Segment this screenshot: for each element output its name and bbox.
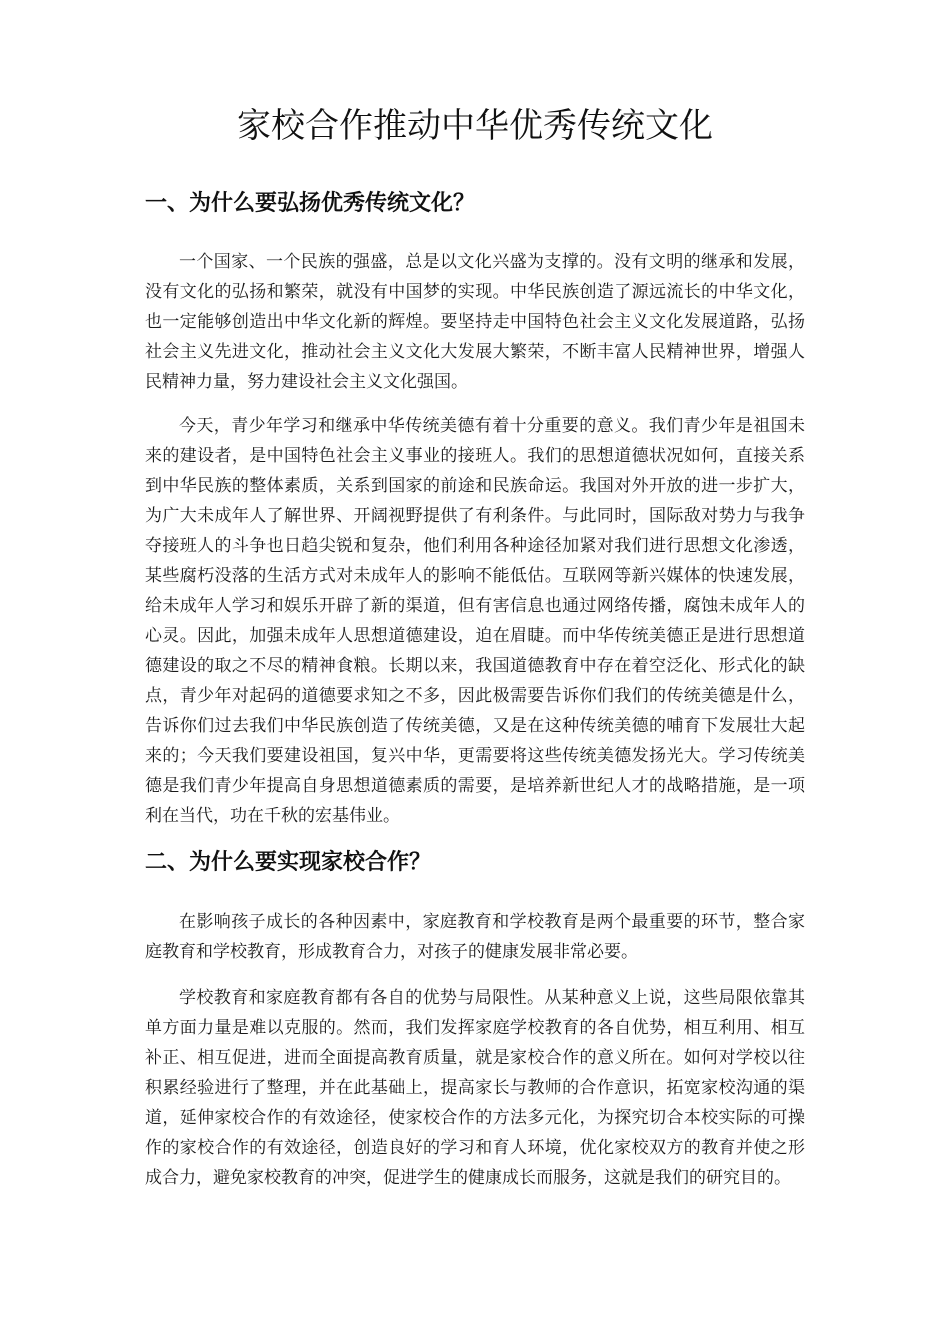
section-2-paragraph-2: 学校教育和家庭教育都有各自的优势与局限性。从某种意义上说，这些局限依靠其单方面力量是难以克服的。然而，我们发挥家庭学校教育的各自优势，相互利用、相互补正、相互促进，进而全面提高教育质量，就是家校合作的意义所在。如何对学校以往积累经验进行了整理，并在此基础上，提高家长与教师的合作意识，拓宽家校沟通的渠道，延伸家校合作的有效途径，使家校合作的方法多元化，为探究切合本校实际的可操作的家校合作的有效途径，创造良好的学习和育人环境，优化家校双方的教育并使之形成合力，避免家校教育的冲突，促进学生的健康成长而服务，这就是我们的研究目的。 [145, 988, 805, 1188]
document-title: 家校合作推动中华优秀传统文化 [237, 106, 713, 146]
section-1-paragraph-2: 今天，青少年学习和继承中华传统美德有着十分重要的意义。我们青少年是祖国未来的建设者，是中国特色社会主义事业的接班人。我们的思想道德状况如何，直接关系到中华民族的整体素质，关系到国家的前途和民族命运。我国对外开放的进一步扩大，为广大未成年人了解世界、开阔视野提供了有利条件。与此同时，国际敌对势力与我争夺接班人的斗争也日趋尖锐和复杂，他们利用各种途径加紧对我们进行思想文化渗透，某些腐朽没落的生活方式对未成年人的影响不能低估。互联网等新兴媒体的快速发展，给未成年人学习和娱乐开辟了新的渠道，但有害信息也通过网络传播，腐蚀未成年人的心灵。因此，加强未成年人思想道德建设，迫在眉睫。而中华传统美德正是进行思想道德建设的取之不尽的精神食粮。长期以来，我国道德教育中存在着空泛化、形式化的缺点，青少年对起码的道德要求知之不多，因此极需要告诉你们我们的传统美德是什么，告诉你们过去我们中华民族创造了传统美德，又是在这种传统美德的哺育下发展壮大起来的；今天我们要建设祖国，复兴中华，更需要将这些传统美德发扬光大。学习传统美德是我们青少年提高自身思想道德素质的需要，是培养新世纪人才的战略措施，是一项利在当代，功在千秋的宏基伟业。 [145, 416, 805, 826]
section-1-paragraph-1: 一个国家、一个民族的强盛，总是以文化兴盛为支撑的。没有文明的继承和发展，没有文化的弘扬和繁荣，就没有中国梦的实现。中华民族创造了源远流长的中华文化，也一定能够创造出中华文化新的辉煌。要坚持走中国特色社会主义文化发展道路，弘扬社会主义先进文化，推动社会主义文化大发展大繁荣，不断丰富人民精神世界，增强人民精神力量，努力建设社会主义文化强国。 [145, 252, 805, 392]
section-heading-1: 一、为什么要弘扬优秀传统文化？ [145, 191, 476, 216]
section-2-paragraph-1: 在影响孩子成长的各种因素中，家庭教育和学校教育是两个最重要的环节，整合家庭教育和学校教育，形成教育合力，对孩子的健康发展非常必要。 [145, 912, 805, 962]
section-heading-2: 二、为什么要实现家校合作？ [145, 850, 432, 875]
